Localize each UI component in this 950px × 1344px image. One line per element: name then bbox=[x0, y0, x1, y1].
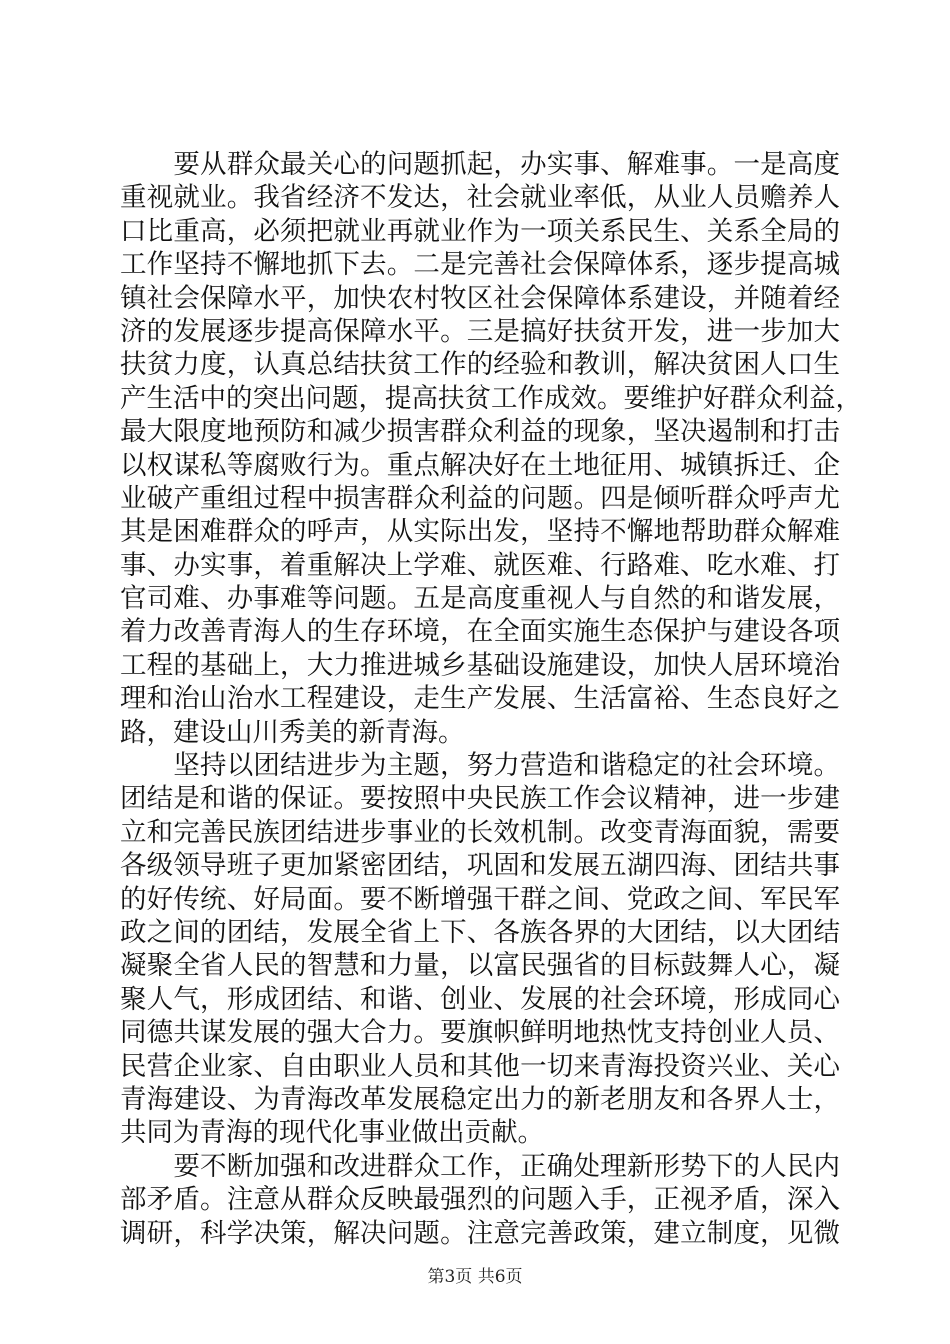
text-line: 其是困难群众的呼声，从实际出发，坚持不懈地帮助群众解难 bbox=[120, 516, 840, 548]
text-line: 业破产重组过程中损害群众利益的问题。四是倾听群众呼声尤 bbox=[120, 482, 840, 514]
text-line: 路，建设山川秀美的新青海。 bbox=[120, 716, 465, 748]
text-line: 官司难、办事难等问题。五是高度重视人与自然的和谐发展， bbox=[120, 583, 840, 615]
text-line: 的好传统、好局面。要不断增强干群之间、党政之间、军民军 bbox=[120, 883, 840, 915]
text-line: 扶贫力度，认真总结扶贫工作的经验和教训，解决贫困人口生 bbox=[120, 349, 840, 381]
text-line: 民营企业家、自由职业人员和其他一切来青海投资兴业、关心 bbox=[120, 1050, 840, 1082]
text-line: 立和完善民族团结进步事业的长效机制。改变青海面貌，需要 bbox=[120, 816, 840, 848]
text-line: 工程的基础上，大力推进城乡基础设施建设，加快人居环境治 bbox=[120, 649, 840, 681]
text-line: 口比重高，必须把就业再就业作为一项关系民生、关系全局的 bbox=[120, 215, 840, 247]
text-line: 要不断加强和改进群众工作，正确处理新形势下的人民内 bbox=[120, 1150, 840, 1182]
text-line: 凝聚全省人民的智慧和力量，以富民强省的目标鼓舞人心，凝 bbox=[120, 950, 840, 982]
text-line: 着力改善青海人的生存环境，在全面实施生态保护与建设各项 bbox=[120, 616, 840, 648]
text-line: 事、办实事，着重解决上学难、就医难、行路难、吃水难、打 bbox=[120, 549, 840, 581]
text-line: 产生活中的突出问题，提高扶贫工作成效。要维护好群众利益， bbox=[120, 382, 862, 414]
text-line: 以权谋私等腐败行为。重点解决好在土地征用、城镇拆迁、企 bbox=[120, 449, 840, 481]
text-line: 同德共谋发展的强大合力。要旗帜鲜明地热忱支持创业人员、 bbox=[120, 1017, 840, 1049]
text-line: 各级领导班子更加紧密团结，巩固和发展五湖四海、团结共事 bbox=[120, 850, 840, 882]
page-number: 第3页 共6页 bbox=[427, 1267, 523, 1287]
text-line: 要从群众最关心的问题抓起，办实事、解难事。一是高度 bbox=[120, 149, 840, 180]
text-line: 团结是和谐的保证。要按照中央民族工作会议精神，进一步建 bbox=[120, 783, 840, 815]
text-line: 共同为青海的现代化事业做出贡献。 bbox=[120, 1117, 544, 1149]
text-line: 调研，科学决策，解决问题。注意完善政策，建立制度，见微 bbox=[120, 1217, 840, 1249]
text-line: 理和治山治水工程建设，走生产发展、生活富裕、生态良好之 bbox=[120, 683, 840, 715]
paragraph-1 bbox=[120, 148, 862, 749]
paragraph-2 bbox=[120, 749, 840, 1150]
text-line: 聚人气，形成团结、和谐、创业、发展的社会环境，形成同心 bbox=[120, 983, 840, 1015]
text-line: 济的发展逐步提高保障水平。三是搞好扶贫开发，进一步加大 bbox=[120, 315, 840, 347]
text-line: 最大限度地预防和减少损害群众利益的现象，坚决遏制和打击 bbox=[120, 416, 840, 448]
text-line: 镇社会保障水平，加快农村牧区社会保障体系建设，并随着经 bbox=[120, 282, 840, 314]
text-line: 青海建设、为青海改革发展稳定出力的新老朋友和各界人士， bbox=[120, 1083, 840, 1115]
document-body bbox=[120, 148, 862, 1250]
text-line: 部矛盾。注意从群众反映最强烈的问题入手，正视矛盾，深入 bbox=[120, 1184, 840, 1216]
text-line: 工作坚持不懈地抓下去。二是完善社会保障体系，逐步提高城 bbox=[120, 249, 840, 281]
paragraph-3 bbox=[120, 1150, 840, 1250]
text-line: 重视就业。我省经济不发达，社会就业率低，从业人员赡养人 bbox=[120, 182, 840, 214]
text-line: 政之间的团结，发展全省上下、各族各界的大团结，以大团结 bbox=[120, 916, 840, 948]
text-line: 坚持以团结进步为主题，努力营造和谐稳定的社会环境。 bbox=[120, 750, 840, 782]
